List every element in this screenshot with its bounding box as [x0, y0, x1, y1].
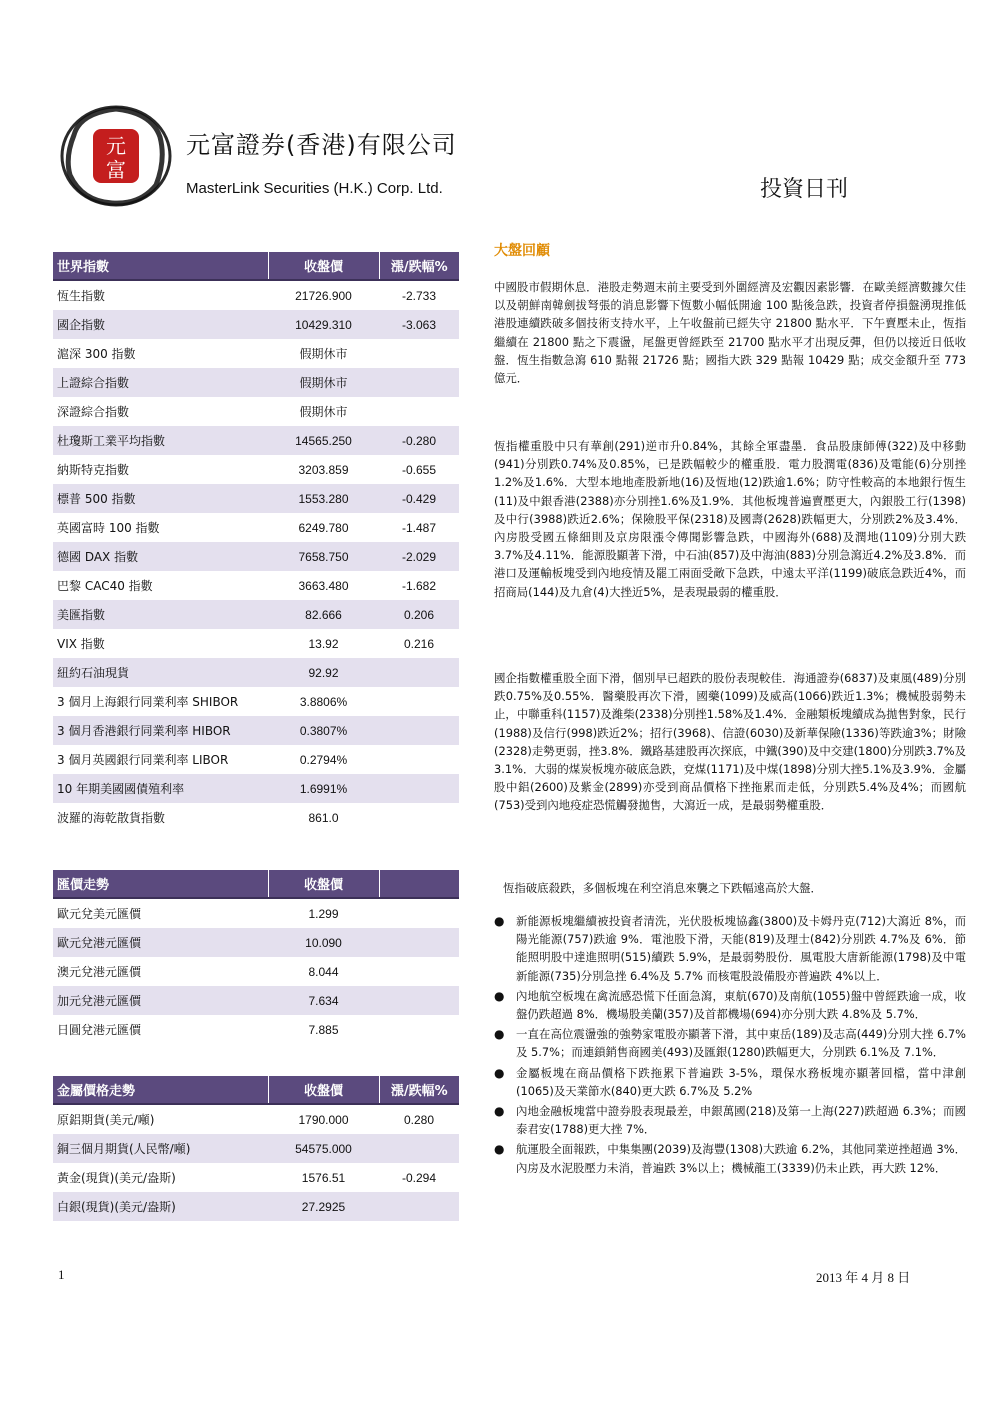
table-row [53, 339, 459, 368]
cell-name: 10 年期美國國債殖利率 [53, 774, 268, 803]
cell-change: -3.063 [379, 310, 459, 339]
cell-close: 13.92 [308, 636, 339, 651]
cell-change [379, 957, 459, 986]
table-row [53, 1192, 459, 1221]
cell-close: 1.299 [308, 906, 339, 921]
table-row [53, 571, 459, 600]
company-logo [60, 105, 172, 207]
column-header-close: 收盤價 [268, 252, 379, 280]
bullet-icon: ● [494, 1065, 505, 1080]
cell-change: -1.487 [401, 520, 437, 535]
bullet-icon: ● [494, 1104, 505, 1119]
table-row [53, 774, 459, 803]
cell-change [379, 1015, 459, 1044]
cell-close: 7.885 [308, 1022, 339, 1037]
world-indices-table [53, 252, 459, 832]
document-title: 投資日刊 [760, 177, 849, 202]
table-header-row [53, 252, 459, 280]
table-row [53, 928, 459, 957]
cell-change [379, 1134, 459, 1163]
column-header-change [379, 870, 459, 898]
table-row [53, 1104, 459, 1134]
table-row [53, 629, 459, 658]
bullet-text: 內地金融板塊當中證券股表現最差，申銀萬國(218)及第一上海(227)跌超過 6.3%；而國泰君安(1788)更大挫 7%． [516, 1104, 966, 1137]
cell-close: 7658.750 [268, 542, 379, 571]
review-paragraph: 國企指數權重股全面下滑，個別早已超跌的股份表現較佳．海通證券(6837)及東風(489)分別跌0.75%及0.55%．醫藥股再次下滑，國藥(1099)及威高(1066)跌近1.3%；機械股弱勢未止，中聯重科(1157)及濰柴(2338)分別挫1.58%及1.4%．金融類板塊續成為拋售對象，民行(1988)及信行(998)跌近2%；招行(3968)、信證(6030)及新華保險(1336)等跌逾3%；財險(2328)走勢更弱，挫3.8%．鐵路基建股再次探底，中鐵(390)及中交建(1800)分別跌3.7%及3.1%．大弱的煤炭板塊亦破底急跌，兗煤(1171)及中煤(1898)分別大挫5.1%及3.9%．金屬股中鋁(2600)及紫金(2899)亦受到商品價格下挫拖累而走低，分別跌5.4%及4%；而國航(753)受到內地疫症恐慌觸發拋售，大瀉近一成，是最弱勢權重股． [494, 671, 966, 813]
cell-close: 1.6991% [268, 774, 379, 803]
cell-name: 恆生指數 [57, 289, 106, 303]
cell-name: 3 個月上海銀行同業利率 SHIBOR [57, 695, 239, 709]
cell-close: 3203.859 [298, 462, 349, 477]
cell-name: 白銀(現貨)(美元/盎斯) [53, 1192, 268, 1221]
cell-name: 歐元兌美元匯價 [57, 907, 142, 921]
review-paragraph: 恆指權重股中只有華創(291)逆市升0.84%，其餘全軍盡墨．食品股康師傅(322)及中移動(941)分別跌0.74%及0.85%，已是跌幅較少的權重股．電力股潤電(836)及電能(6)分別挫1.2%及1.6%．大型本地地產股新地(16)及恆地(12)跌逾1.6%；防守性較高的本地銀行恆生(11)及中銀香港(2388)亦分別挫1.6%及1.9%．其他板塊普遍賣壓更大，內銀股工行(1398)及中行(3988)跌近2.6%；保險股平保(2318)及國壽(2628)跌幅更大，分別跌2%及3.4%．內房股受國五條細則及京房限漲令傳聞影響急跌，中國海外(688)及潤地(1109)分別大跌3.7%及4.11%．能源股顯著下滑，中石油(857)及中海油(883)分別急瀉近4.2%及3.8%．而港口及運輸板塊受到內地疫情及罷工兩面受敵下急跌，中遠太平洋(1199)破底急跌近4%，而招商局(144)及九倉(4)大挫近5%，是表現最弱的權重股． [494, 439, 966, 599]
table-row [53, 1134, 459, 1163]
cell-change: -2.733 [401, 288, 437, 303]
cell-name: VIX 指數 [57, 637, 105, 651]
list-item [494, 1140, 966, 1176]
cell-name: 紐約石油現貨 [53, 658, 268, 687]
cell-change [379, 716, 459, 745]
bullet-text: 航運股全面報跌，中集集團(2039)及海豐(1308)大跌逾 6.2%，其他同業逆挫超過 3%．內房及水泥股壓力未消，普遍跌 3%以上；機械龍工(3339)仍未止跌，再大跌 12%． [516, 1142, 966, 1175]
review-paragraph-1-block [494, 278, 966, 387]
list-item [494, 1102, 966, 1138]
bullet-text: 新能源板塊繼續被投資者清洗，光伏股板塊協鑫(3800)及卡姆丹克(712)大瀉近 8%，而陽光能源(757)跌逾 9%．電池股下滑，天能(819)及理士(842)分別跌 4.7%及 6%．節能照明股中達進照明(515)續跌 5.9%，是最弱勢股份．風電股大唐新能源(1798)及中電新能源(735)分別急挫 6.4%及 5.7% 而核電股設備股亦普遍跌 4%以上． [516, 914, 966, 983]
cell-name: 德國 DAX 指數 [53, 542, 268, 571]
table-row [53, 397, 459, 426]
page-number: 1 [58, 1267, 65, 1282]
column-header-close: 收盤價 [268, 1076, 379, 1104]
cell-name: 標普 500 指數 [53, 484, 268, 513]
table-row [53, 513, 459, 542]
table-row [53, 803, 459, 832]
cell-name: 納斯特克指數 [57, 463, 130, 477]
cell-close: 假期休市 [299, 347, 348, 361]
table-row [53, 426, 459, 455]
cell-name: 巴黎 CAC40 指數 [57, 579, 153, 593]
logo-char-1: 元 [106, 134, 126, 158]
table-row [53, 986, 459, 1015]
cell-change [379, 803, 459, 832]
cell-close: 1790.000 [298, 1112, 349, 1127]
cell-name: 日圓兌港元匯價 [57, 1023, 142, 1037]
review-paragraph-3-block [494, 669, 966, 815]
review-paragraph: 中國股市假期休息．港股走勢週末前主要受到外圍經濟及宏觀因素影響．在歐美經濟數據欠佳以及朝鮮南韓劍拔弩張的消息影響下恆數小幅低開逾 100 點後急跌，投資者停損盤湧現推低港股連續跌破多個技術支持水平，上午收盤前已經失守 21800 點水平．下午賣壓未止，恆指繼續在 21800 點之下震盪，尾盤更曾經跌至 21700 點水平才出現反彈，但仍以接近日低收盤．恆生指數急瀉 610 點報 21726 點；國指大跌 329 點報 10429 點；成交金額升至 773 億元． [494, 280, 966, 386]
cell-name: 波羅的海乾散貨指數 [57, 811, 166, 825]
table-row [53, 716, 459, 745]
cell-change [379, 745, 459, 774]
table-row [53, 542, 459, 571]
table-row [53, 745, 459, 774]
table-row [53, 455, 459, 484]
cell-name: 澳元兌港元匯價 [57, 965, 142, 979]
cell-close: 3663.480 [298, 578, 349, 593]
cell-name: 杜瓊斯工業平均指數 [53, 426, 268, 455]
table-row [53, 898, 459, 928]
cell-change [379, 774, 459, 803]
cell-close: 假期休市 [299, 405, 348, 419]
cell-name: 深證綜合指數 [57, 405, 130, 419]
cell-name: 國企指數 [53, 310, 268, 339]
column-header-name: 世界指數 [53, 252, 268, 280]
cell-change: 0.206 [379, 600, 459, 629]
report-date: 2013 年 4 月 8 日 [816, 1270, 911, 1285]
table-row [53, 310, 459, 339]
cell-name: 歐元兌港元匯價 [53, 928, 268, 957]
cell-change [379, 397, 459, 426]
cell-name: 黃金(現貨)(美元/盎斯) [57, 1171, 176, 1185]
cell-change: 0.216 [403, 636, 435, 651]
bullet-text: 金屬板塊在商品價格下跌拖累下普遍跌 3-5%，環保水務板塊亦顯著回檔，當中津創(1065)及天業節水(840)更大跌 6.7%及 5.2% [516, 1065, 966, 1098]
metals-table [53, 1076, 459, 1221]
bullet-icon: ● [494, 914, 505, 928]
table-row [53, 1163, 459, 1192]
cell-change [379, 928, 459, 957]
cell-close: 8.044 [308, 964, 339, 979]
cell-name: 美匯指數 [53, 600, 268, 629]
table-row [53, 687, 459, 716]
cell-close: 92.92 [268, 658, 379, 687]
cell-close: 861.0 [308, 810, 339, 825]
cell-close: 10.090 [268, 928, 379, 957]
cell-close: 14565.250 [268, 426, 379, 455]
table-row [53, 368, 459, 397]
column-header-change: 漲/跌幅% [379, 252, 459, 280]
cell-change: -1.682 [401, 578, 437, 593]
market-review-title: 大盤回顧 [494, 243, 550, 259]
cell-change: -0.280 [379, 426, 459, 455]
cell-change [379, 986, 459, 1015]
company-name-english: MasterLink Securities (H.K.) Corp. Ltd. [186, 180, 443, 197]
logo-char-2: 富 [106, 158, 126, 182]
cell-name: 原鋁期貨(美元/噸) [57, 1113, 155, 1127]
cell-change: -0.294 [401, 1170, 437, 1185]
table-row [53, 957, 459, 986]
cell-change: -0.655 [401, 462, 437, 477]
cell-change: -2.029 [379, 542, 459, 571]
cell-change [379, 898, 459, 928]
cell-close: 3.8806% [299, 694, 348, 709]
list-item [494, 987, 966, 1023]
bullet-icon: ● [494, 988, 505, 1003]
list-item [494, 1025, 966, 1061]
cell-name: 上證綜合指數 [53, 368, 268, 397]
cell-close: 54575.000 [268, 1134, 379, 1163]
cell-close: 6249.780 [298, 520, 349, 535]
list-item [494, 1064, 966, 1100]
column-header-close: 收盤價 [268, 870, 379, 898]
table-row [53, 280, 459, 310]
column-header-change: 漲/跌幅% [379, 1076, 459, 1104]
cell-close: 0.3807% [268, 716, 379, 745]
logo-seal-icon [60, 105, 172, 207]
bullet-text: 內地航空板塊在禽流感恐慌下任面急瀉，東航(670)及南航(1055)盤中曾經跌逾一成，收盤仍跌超過 8%．機場股美蘭(357)及首都機場(694)亦分別大跌 4.8%及 5.7%． [516, 988, 966, 1022]
cell-name: 3 個月香港銀行同業利率 HIBOR [53, 716, 268, 745]
cell-close: 82.666 [268, 600, 379, 629]
cell-change [379, 687, 459, 716]
bullet-text: 一直在高位震盪強的強勢家電股亦顯著下滑，其中東岳(189)及志高(449)分別大挫 6.7%及 5.7%；而連鎖銷售商國美(493)及匯銀(1280)跌幅更大，分別跌 6.1%及 7.1%． [516, 1027, 966, 1060]
bullet-icon: ● [494, 1027, 505, 1042]
cell-close: 1553.280 [268, 484, 379, 513]
cell-name: 滬深 300 指數 [57, 347, 136, 361]
cell-close: 27.2925 [268, 1192, 379, 1221]
column-header-name: 金屬價格走勢 [53, 1076, 268, 1104]
review-lead-sentence: 恆指破底殺跌，多個板塊在利空消息來襲之下跌幅遠高於大盤． [503, 881, 822, 895]
table-header-row [53, 1076, 459, 1104]
cell-close: 0.2794% [299, 752, 348, 767]
cell-change [379, 368, 459, 397]
table-row [53, 1015, 459, 1044]
table-row [53, 484, 459, 513]
sector-bullet-list [494, 912, 966, 1179]
cell-change [379, 1192, 459, 1221]
bullet-icon: ● [494, 1142, 505, 1157]
cell-close: 10429.310 [268, 310, 379, 339]
cell-close: 1576.51 [301, 1170, 346, 1185]
cell-name: 加元兌港元匯價 [53, 986, 268, 1015]
cell-change: 0.280 [403, 1112, 435, 1127]
cell-change [379, 658, 459, 687]
table-row [53, 600, 459, 629]
cell-name: 3 個月英國銀行同業利率 LIBOR [57, 753, 229, 767]
cell-change: -0.429 [379, 484, 459, 513]
cell-close: 21726.900 [295, 288, 352, 303]
list-item [494, 912, 966, 985]
cell-change [379, 339, 459, 368]
table-header-row [53, 870, 459, 898]
cell-name: 英國富時 100 指數 [57, 521, 160, 535]
table-row [53, 658, 459, 687]
cell-close: 7.634 [268, 986, 379, 1015]
fx-table [53, 870, 459, 1044]
company-name-chinese: 元富證券(香港)有限公司 [186, 131, 457, 159]
cell-name: 銅三個月期貨(人民幣/噸) [53, 1134, 268, 1163]
review-paragraph-2-block [494, 437, 966, 601]
column-header-name: 匯價走勢 [53, 870, 268, 898]
cell-close: 假期休市 [268, 368, 379, 397]
